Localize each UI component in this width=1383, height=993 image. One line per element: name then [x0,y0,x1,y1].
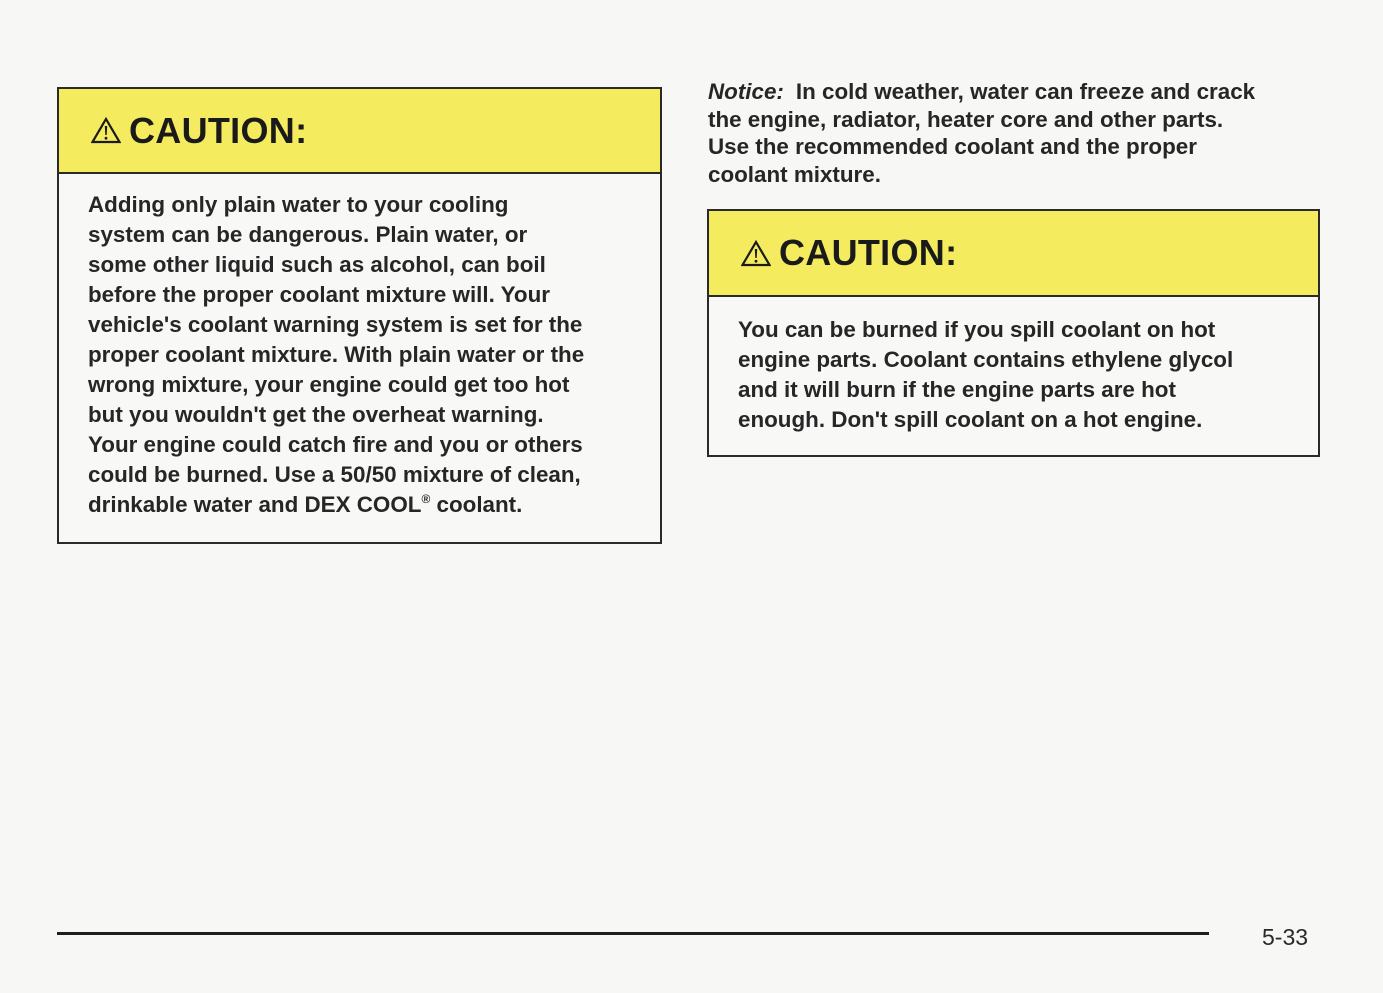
caution-text-line: enough. Don't spill coolant on a hot engine. [738,407,1203,432]
caution-text-line-last [88,490,640,520]
notice-line: Use the recommended coolant and the proper [708,134,1197,159]
caution-text-line: system can be dangerous. Plain water, or [88,222,528,247]
caution-header [709,211,1318,297]
caution-text-line: Your engine could catch fire and you or others [88,432,583,457]
caution-text-line: Adding only plain water to your cooling [88,192,509,217]
caution-box-hot-coolant [707,209,1320,457]
notice-text: In cold weather, water can freeze and crack [795,79,1256,104]
notice-line: coolant mixture. [708,161,881,187]
caution-text [59,174,660,520]
caution-box-adding-water [57,87,662,544]
caution-text-segment: coolant. [430,492,523,517]
notice-line: the engine, radiator, heater core and other parts. [708,106,1224,132]
registered-trademark-mark: ® [421,492,431,506]
page-number: 5-33 [1262,924,1309,950]
caution-text-segment: drinkable water and DEX COOL [88,492,422,517]
caution-text-line: and it will burn if the engine parts are hot [738,377,1176,402]
warning-triangle-icon [741,240,771,267]
caution-text-line: some other liquid such as alcohol, can boil [88,252,546,277]
caution-text-line: wrong mixture, your engine could get too hot [88,372,570,397]
caution-text-line: You can be burned if you spill coolant on hot [738,317,1216,342]
caution-header [59,89,660,174]
caution-text-line: vehicle's coolant warning system is set for the [88,312,583,337]
notice-label: Notice: [708,79,784,104]
footer-rule [57,932,1209,935]
caution-text-line: could be burned. Use a 50/50 mixture of clean, [88,462,581,487]
warning-triangle-icon [91,117,121,144]
caution-text-line: before the proper coolant mixture will. Your [88,282,550,307]
notice-paragraph [708,78,1333,188]
caution-text [709,297,1318,435]
caution-text-line: engine parts. Coolant contains ethylene glycol [738,347,1234,372]
caution-title: CAUTION: [129,109,308,151]
caution-text-line: but you wouldn't get the overheat warning. [88,402,544,427]
caution-title: CAUTION: [779,232,958,273]
notice-line [708,78,1333,106]
caution-text-line: proper coolant mixture. With plain water or the [88,342,585,367]
